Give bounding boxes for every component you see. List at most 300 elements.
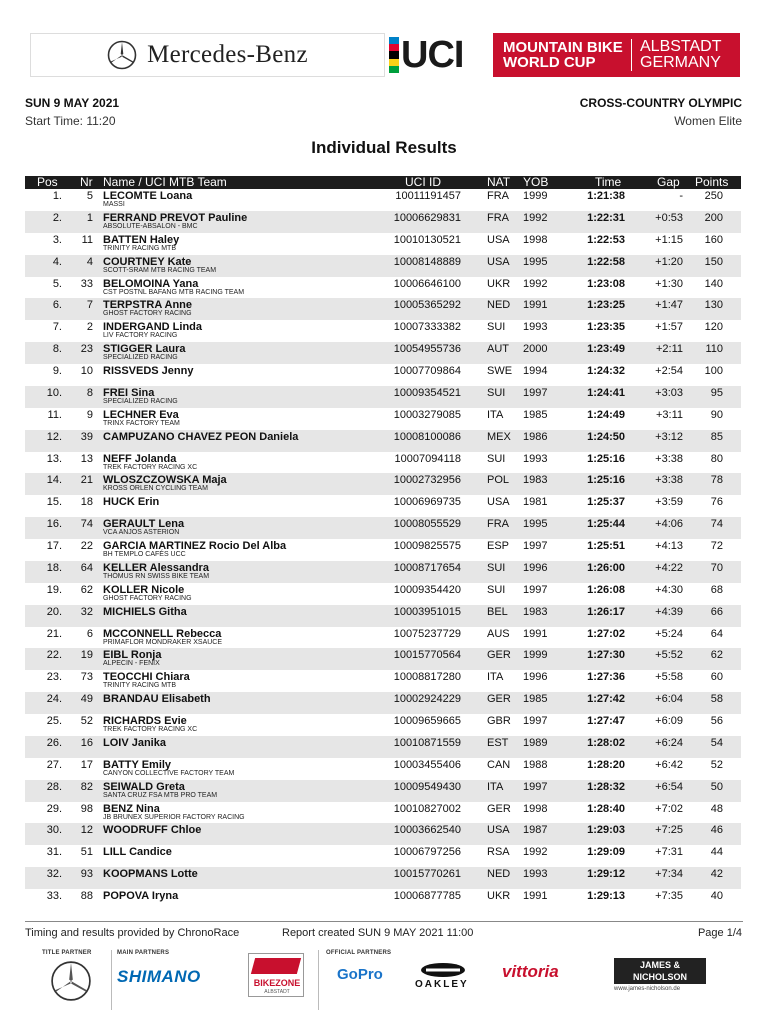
bib-number: 49 [80,693,93,706]
uci-id: 10009354521 [393,386,461,399]
table-row [25,802,741,824]
uci-id: 10015770564 [393,649,461,662]
team-name: LIV FACTORY RACING [103,332,178,340]
bib-number: 19 [80,649,93,662]
table-row [25,473,741,495]
rider-name: KOLLER Nicole [103,583,185,596]
team-name: CST POSTNL BAFANG MTB RACING TEAM [103,288,245,296]
bib-number: 74 [80,518,93,531]
rank: 5. [52,277,62,290]
nationality: ITA [487,408,504,421]
team-name: ABSOLUTE-ABSALON - BMC [103,222,198,230]
bib-number: 73 [80,671,93,684]
bib-number: 62 [80,583,93,596]
sponsor-divider [318,950,319,1010]
time-gap: +4:13 [655,540,683,552]
finish-time: 1:24:41 [587,386,625,399]
year-of-birth: 1995 [523,255,548,268]
rank: 31. [46,846,62,859]
finish-time: 1:25:16 [587,474,625,487]
table-row [25,452,741,474]
nationality: SUI [487,321,506,334]
time-gap: +3:38 [655,474,683,487]
time-gap: +3:38 [655,452,683,465]
year-of-birth: 1993 [523,868,548,881]
rider-name: TERPSTRA Anne [103,299,193,312]
finish-time: 1:25:16 [587,452,625,465]
bib-number: 10 [80,365,93,377]
rider-name: EIBL Ronja [103,649,162,662]
finish-time: 1:24:32 [587,365,625,377]
rider-name: TEOCCHI Chiara [103,671,190,684]
race-date: SUN 9 MAY 2021 [25,96,120,110]
uci-id: 10002924229 [393,693,461,706]
bikezone-flag-icon [251,958,301,974]
points: 100 [704,365,723,377]
uci-stripes-icon [389,37,399,73]
rank: 8. [52,343,62,356]
uci-id: 10054955736 [393,343,461,356]
uci-id: 10008817280 [393,671,461,684]
nationality: FRA [487,211,509,224]
bib-number: 82 [80,780,93,793]
col-nr: Nr [80,175,93,189]
points: 60 [710,671,723,684]
nationality: ITA [487,780,504,793]
main-partners-label: MAIN PARTNERS [117,950,170,956]
bib-number: 6 [86,627,93,640]
rank: 13. [46,452,62,465]
rank: 28. [46,780,62,793]
table-row [25,845,741,867]
jn-line-2: NICHOLSON [633,972,687,982]
bib-number: 18 [80,496,93,509]
points: 74 [710,518,723,531]
rider-name: KELLER Alessandra [103,561,209,574]
official-partners-label: OFFICIAL PARTNERS [326,950,392,956]
table-row [25,233,741,255]
finish-time: 1:27:30 [587,649,625,662]
table-row [25,605,741,627]
table-row [25,867,741,889]
start-time: Start Time: 11:20 [25,114,116,128]
bib-number: 5 [86,190,93,202]
time-gap: +3:59 [655,496,683,509]
finish-time: 1:28:40 [587,802,625,815]
bib-number: 32 [80,605,93,618]
col-gap: Gap [657,175,680,189]
uci-id: 10003279085 [393,408,461,421]
time-gap: +1:20 [655,255,683,268]
time-gap: +6:24 [655,736,683,749]
rider-name: GARCIA MARTINEZ Rocio Del Alba [103,540,287,552]
year-of-birth: 1983 [523,605,548,618]
points: 130 [704,299,723,312]
uci-id: 10008148889 [393,255,461,268]
nationality: USA [487,233,510,246]
points: 78 [710,474,723,487]
table-row [25,736,741,758]
bikezone-logo [248,953,304,997]
nationality: EST [487,736,509,749]
title-partner-label: TITLE PARTNER [42,950,92,956]
table-row [25,539,741,561]
nationality: MEX [487,430,511,443]
col-nat: NAT [487,175,511,189]
rank: 9. [52,365,62,377]
uci-logo [385,33,493,77]
bib-number: 12 [80,824,93,837]
rank: 30. [46,824,62,837]
year-of-birth: 1986 [523,430,548,443]
uci-id: 10075237729 [393,627,461,640]
rank: 1. [52,190,62,202]
time-gap: +6:04 [655,693,683,706]
race-category: Women Elite [674,114,742,128]
points: 62 [710,649,723,662]
table-row [25,758,741,780]
finish-time: 1:24:49 [587,408,625,421]
year-of-birth: 1994 [523,365,548,377]
nationality: FRA [487,190,509,202]
nationality: POL [487,474,510,487]
rider-name: HUCK Erin [103,496,160,509]
team-name: SPECIALIZED RACING [103,354,178,362]
table-row [25,692,741,714]
mercedes-star-icon [107,40,137,70]
table-row [25,648,741,670]
rank: 23. [46,671,62,684]
nationality: ESP [487,540,510,552]
points: 150 [704,255,723,268]
team-name: BH TEMPLO CAFÉS UCC [103,551,186,558]
gopro-logo: GoPro [337,966,383,983]
rank: 18. [46,561,62,574]
rank: 15. [46,496,62,509]
uci-id: 10010827002 [393,802,461,815]
points: 48 [710,802,723,815]
rider-name: BELOMOINA Yana [103,277,199,290]
team-name: JB BRUNEX SUPERIOR FACTORY RACING [103,813,245,821]
rank: 12. [46,430,62,443]
team-name: KROSS ORLEN CYCLING TEAM [103,485,208,493]
nationality: USA [487,824,510,837]
table-row [25,298,741,320]
year-of-birth: 1997 [523,540,548,552]
time-gap: +0:53 [655,211,683,224]
nationality: GBR [487,715,511,727]
nationality: UKR [487,890,511,902]
points: 85 [710,430,723,443]
table-row [25,495,741,517]
rank: 14. [46,474,62,487]
rank: 33. [46,890,62,902]
nationality: GER [487,802,511,815]
nationality: USA [487,496,510,509]
rider-name: LECHNER Eva [103,408,179,421]
uci-id: 10003951015 [393,605,461,618]
uci-id: 10006969735 [393,496,461,509]
uci-id: 10006877785 [393,890,461,902]
table-row [25,714,741,736]
time-gap: +4:22 [655,561,683,574]
rank: 4. [52,255,62,268]
year-of-birth: 1993 [523,452,548,465]
year-of-birth: 1997 [523,780,548,793]
jn-line-1: JAMES & [639,960,680,970]
finish-time: 1:26:17 [587,605,625,618]
rank: 16. [46,518,62,531]
finish-time: 1:29:09 [587,846,625,859]
uci-id: 10010871559 [393,736,461,749]
page-title: Individual Results [311,138,457,157]
points: 64 [710,627,723,640]
bib-number: 2 [86,321,93,334]
nationality: RSA [487,846,510,859]
rider-name: MICHIELS Githa [103,605,187,618]
finish-time: 1:26:08 [587,583,625,596]
year-of-birth: 1998 [523,233,548,246]
table-row [25,780,741,802]
results-table-body [25,189,741,911]
time-gap: - [679,190,683,202]
uci-wordmark: UCI [401,33,464,76]
table-row [25,430,741,452]
uci-id: 10009549430 [393,780,461,793]
finish-time: 1:26:00 [587,561,625,574]
time-gap: +2:11 [655,343,683,356]
team-name: THÖMUS RN SWISS BIKE TEAM [103,572,210,580]
finish-time: 1:24:50 [587,430,625,443]
nationality: SUI [487,452,506,465]
uci-id: 10009659665 [393,715,461,727]
bib-number: 16 [80,736,93,749]
race-type: CROSS-COUNTRY OLYMPIC [579,96,742,110]
uci-id: 10008055529 [393,518,461,531]
points: 46 [710,824,723,837]
rider-name: WLOSZCZOWSKA Maja [103,474,227,487]
finish-time: 1:27:42 [587,693,625,706]
finish-time: 1:23:35 [587,321,625,334]
team-name: GHOST FACTORY RACING [103,310,192,318]
rank: 11. [47,408,62,421]
location-line-2: GERMANY [640,54,721,71]
time-gap: +3:11 [655,408,683,421]
nationality: USA [487,255,510,268]
points: 80 [710,452,723,465]
table-row [25,408,741,430]
year-of-birth: 2000 [523,343,548,356]
nationality: NED [487,868,511,881]
nationality: SUI [487,583,506,596]
team-name: TRINX FACTORY TEAM [103,419,180,427]
col-uci-id: UCI ID [405,175,441,189]
points: 58 [710,693,723,706]
year-of-birth: 1985 [523,408,548,421]
rider-name: POPOVA Iryna [103,890,179,902]
points: 70 [710,561,723,574]
nationality: SUI [487,386,506,399]
time-gap: +1:57 [655,321,683,334]
team-name: CANYON COLLECTIVE FACTORY TEAM [103,769,235,777]
table-row [25,342,741,364]
nationality: ITA [487,671,504,684]
uci-id: 10003455406 [393,758,461,771]
nationality: UKR [487,277,511,290]
uci-world-cup-logo [385,33,740,77]
rider-name: WOODRUFF Chloe [103,824,202,837]
rider-name: SEIWALD Greta [103,780,185,793]
rider-name: BATTY Emily [103,758,172,771]
bikezone-wordmark: BIKEZONE [253,978,301,988]
time-gap: +5:52 [655,649,683,662]
rider-name: MCCONNELL Rebecca [103,627,222,640]
vittoria-logo: vittoria [502,962,559,981]
sponsor-divider [111,950,112,1010]
uci-id: 10002732956 [393,474,461,487]
rank: 17. [46,540,62,552]
nationality: AUS [487,627,510,640]
year-of-birth: 1997 [523,715,548,727]
rider-name: COURTNEY Kate [103,255,192,268]
time-gap: +5:58 [655,671,683,684]
bib-number: 7 [86,299,93,312]
footer-divider [25,921,743,922]
rank: 27. [46,758,62,771]
year-of-birth: 1998 [523,802,548,815]
timing-credit: Timing and results provided by ChronoRace [25,927,240,939]
rider-name: LOIV Janika [103,736,166,749]
rank: 22. [46,649,62,662]
year-of-birth: 1992 [523,277,548,290]
results-table-header [25,176,741,189]
uci-id: 10009354420 [393,583,461,596]
bib-number: 21 [80,474,93,487]
finish-time: 1:22:53 [587,233,625,246]
rank: 29. [46,802,62,815]
team-name: ALPECIN - FENIX [103,660,160,668]
mercedes-wordmark: Mercedes-Benz [147,41,308,68]
rank: 21. [46,627,62,640]
time-gap: +1:47 [655,299,683,312]
year-of-birth: 1997 [523,583,548,596]
finish-time: 1:27:02 [587,627,625,640]
points: 40 [710,890,723,902]
time-gap: +1:30 [655,277,683,290]
bib-number: 98 [80,802,93,815]
bib-number: 52 [80,715,93,727]
time-gap: +6:42 [655,758,683,771]
rank: 25. [46,715,62,727]
uci-id: 10007094118 [394,452,461,465]
rider-name: FERRAND PREVOT Pauline [103,211,248,224]
year-of-birth: 1981 [523,496,548,509]
finish-time: 1:21:38 [587,190,625,202]
rank: 3. [52,233,62,246]
finish-time: 1:27:47 [587,715,625,727]
mercedes-star-icon [50,960,92,1002]
bib-number: 13 [80,452,93,465]
uci-id: 10005365292 [393,299,461,312]
finish-time: 1:23:25 [587,299,625,312]
col-points: Points [695,175,729,189]
year-of-birth: 1991 [523,299,548,312]
bib-number: 93 [80,868,93,881]
bib-number: 1 [86,211,93,224]
finish-time: 1:28:02 [587,736,625,749]
finish-time: 1:28:20 [587,758,625,771]
time-gap: +7:31 [655,846,683,859]
team-name: SCOTT-SRAM MTB RACING TEAM [103,266,217,274]
points: 160 [704,233,723,246]
uci-id: 10010130521 [393,233,461,246]
nationality: BEL [487,605,508,618]
team-name: TREK FACTORY RACING XC [103,463,198,471]
team-name: MASSI [103,201,125,208]
bib-number: 22 [80,540,93,552]
finish-time: 1:27:36 [587,671,625,684]
points: 54 [710,736,723,749]
header-banner [30,33,740,77]
time-gap: +4:30 [655,583,683,596]
points: 110 [705,343,723,356]
uci-id: 10015770261 [393,868,461,881]
year-of-birth: 1987 [523,824,548,837]
time-gap: +5:24 [655,627,683,640]
page-number: Page 1/4 [697,927,742,939]
points: 120 [704,321,723,334]
oakley-ellipse-icon [420,962,466,978]
table-row [25,320,741,342]
points: 50 [710,780,723,793]
uci-id: 10007333382 [393,321,461,334]
year-of-birth: 1992 [523,211,548,224]
points: 140 [704,277,723,290]
uci-id: 10011191457 [395,190,461,202]
rank: 32. [46,868,62,881]
points: 90 [710,408,723,421]
nationality: FRA [487,518,509,531]
uci-id: 10008100086 [393,430,461,443]
oakley-logo: OAKLEY [415,979,469,990]
bib-number: 64 [80,561,93,574]
year-of-birth: 1988 [523,758,548,771]
table-row [25,561,741,583]
year-of-birth: 1996 [523,671,548,684]
rank: 7. [52,321,62,334]
rank: 24. [46,693,62,706]
nationality: CAN [487,758,511,771]
finish-time: 1:25:51 [587,540,625,552]
location-line-1: ALBSTADT [640,38,722,55]
finish-time: 1:29:03 [587,824,625,837]
rank: 20. [46,605,62,618]
team-name: SANTA CRUZ FSA MTB PRO TEAM [103,791,218,799]
uci-id: 10003662540 [393,824,461,837]
rider-name: INDERGAND Linda [103,321,202,334]
time-gap: +6:54 [655,780,683,793]
finish-time: 1:25:37 [587,496,625,509]
year-of-birth: 1996 [523,561,548,574]
table-row [25,823,741,845]
event-line-2: WORLD CUP [503,54,596,71]
year-of-birth: 1995 [523,518,548,531]
table-row [25,517,741,539]
team-name: VCA ANJOS ASTERION [103,529,180,537]
uci-id: 10006629831 [393,211,461,224]
col-yob: YOB [523,175,549,189]
points: 200 [704,211,723,224]
